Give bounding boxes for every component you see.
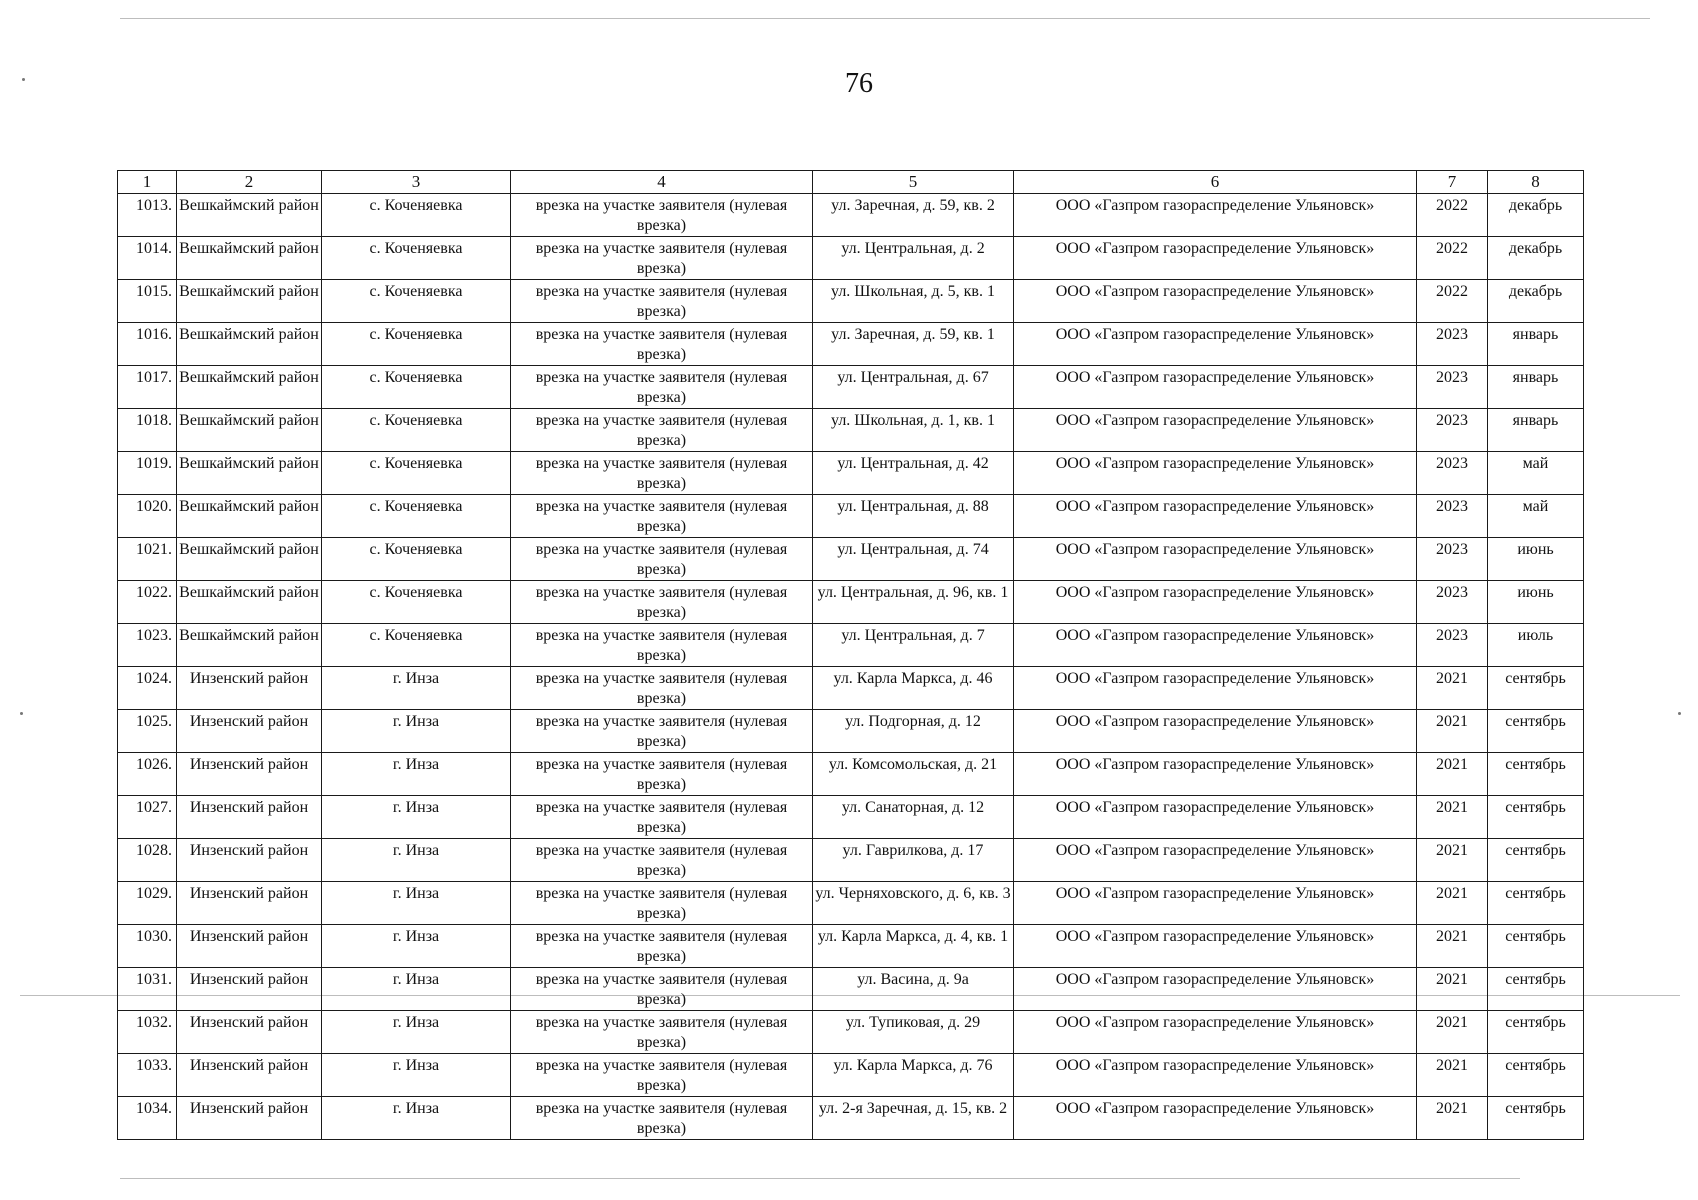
district-cell: Вешкаймский район xyxy=(177,624,322,667)
organization-cell: ООО «Газпром газораспределение Ульяновск» xyxy=(1014,323,1417,366)
settlement-cell: с. Коченяевка xyxy=(322,495,511,538)
table-row xyxy=(118,323,1584,366)
row-number: 1026. xyxy=(118,753,177,796)
address-cell: ул. Заречная, д. 59, кв. 1 xyxy=(813,323,1014,366)
month-cell: май xyxy=(1488,495,1584,538)
table-row xyxy=(118,839,1584,882)
work-type-cell: врезка на участке заявителя (нулевая врезка) xyxy=(511,925,813,968)
column-header: 4 xyxy=(511,171,813,194)
address-cell: ул. Карла Маркса, д. 76 xyxy=(813,1054,1014,1097)
table-row xyxy=(118,968,1584,1011)
year-cell: 2021 xyxy=(1417,667,1488,710)
district-cell: Вешкаймский район xyxy=(177,538,322,581)
row-number: 1014. xyxy=(118,237,177,280)
year-cell: 2021 xyxy=(1417,882,1488,925)
district-cell: Инзенский район xyxy=(177,925,322,968)
table-row xyxy=(118,882,1584,925)
month-cell: сентябрь xyxy=(1488,839,1584,882)
work-type-cell: врезка на участке заявителя (нулевая врезка) xyxy=(511,194,813,237)
district-cell: Вешкаймский район xyxy=(177,194,322,237)
row-number: 1015. xyxy=(118,280,177,323)
table-row xyxy=(118,667,1584,710)
year-cell: 2021 xyxy=(1417,1011,1488,1054)
address-cell: ул. Заречная, д. 59, кв. 2 xyxy=(813,194,1014,237)
row-number: 1030. xyxy=(118,925,177,968)
district-cell: Инзенский район xyxy=(177,1011,322,1054)
settlement-cell: г. Инза xyxy=(322,882,511,925)
column-header: 1 xyxy=(118,171,177,194)
year-cell: 2023 xyxy=(1417,581,1488,624)
work-type-cell: врезка на участке заявителя (нулевая врезка) xyxy=(511,796,813,839)
month-cell: июль xyxy=(1488,624,1584,667)
organization-cell: ООО «Газпром газораспределение Ульяновск» xyxy=(1014,280,1417,323)
work-type-cell: врезка на участке заявителя (нулевая врезка) xyxy=(511,1097,813,1140)
work-type-cell: врезка на участке заявителя (нулевая врезка) xyxy=(511,323,813,366)
row-number: 1032. xyxy=(118,1011,177,1054)
row-number: 1021. xyxy=(118,538,177,581)
district-cell: Вешкаймский район xyxy=(177,409,322,452)
address-cell: ул. Центральная, д. 74 xyxy=(813,538,1014,581)
column-header: 3 xyxy=(322,171,511,194)
district-cell: Вешкаймский район xyxy=(177,323,322,366)
organization-cell: ООО «Газпром газораспределение Ульяновск» xyxy=(1014,1011,1417,1054)
work-type-cell: врезка на участке заявителя (нулевая врезка) xyxy=(511,237,813,280)
year-cell: 2023 xyxy=(1417,624,1488,667)
address-cell: ул. Центральная, д. 2 xyxy=(813,237,1014,280)
row-number: 1034. xyxy=(118,1097,177,1140)
month-cell: сентябрь xyxy=(1488,710,1584,753)
district-cell: Инзенский район xyxy=(177,968,322,1011)
table-row xyxy=(118,538,1584,581)
work-type-cell: врезка на участке заявителя (нулевая врезка) xyxy=(511,710,813,753)
row-number: 1025. xyxy=(118,710,177,753)
column-header: 6 xyxy=(1014,171,1417,194)
address-cell: ул. Центральная, д. 88 xyxy=(813,495,1014,538)
organization-cell: ООО «Газпром газораспределение Ульяновск» xyxy=(1014,538,1417,581)
organization-cell: ООО «Газпром газораспределение Ульяновск» xyxy=(1014,194,1417,237)
year-cell: 2021 xyxy=(1417,1054,1488,1097)
address-cell: ул. Школьная, д. 5, кв. 1 xyxy=(813,280,1014,323)
district-cell: Инзенский район xyxy=(177,1054,322,1097)
year-cell: 2021 xyxy=(1417,710,1488,753)
month-cell: сентябрь xyxy=(1488,968,1584,1011)
row-number: 1027. xyxy=(118,796,177,839)
address-cell: ул. Центральная, д. 67 xyxy=(813,366,1014,409)
address-cell: ул. Карла Маркса, д. 4, кв. 1 xyxy=(813,925,1014,968)
table-row xyxy=(118,1097,1584,1140)
settlement-cell: г. Инза xyxy=(322,1097,511,1140)
row-number: 1024. xyxy=(118,667,177,710)
organization-cell: ООО «Газпром газораспределение Ульяновск» xyxy=(1014,667,1417,710)
table-row xyxy=(118,495,1584,538)
address-cell: ул. Школьная, д. 1, кв. 1 xyxy=(813,409,1014,452)
year-cell: 2023 xyxy=(1417,495,1488,538)
month-cell: сентябрь xyxy=(1488,882,1584,925)
month-cell: декабрь xyxy=(1488,237,1584,280)
month-cell: сентябрь xyxy=(1488,1054,1584,1097)
column-header: 2 xyxy=(177,171,322,194)
table-row xyxy=(118,409,1584,452)
address-cell: ул. 2-я Заречная, д. 15, кв. 2 xyxy=(813,1097,1014,1140)
row-number: 1017. xyxy=(118,366,177,409)
row-number: 1022. xyxy=(118,581,177,624)
work-type-cell: врезка на участке заявителя (нулевая врезка) xyxy=(511,452,813,495)
month-cell: июнь xyxy=(1488,581,1584,624)
organization-cell: ООО «Газпром газораспределение Ульяновск» xyxy=(1014,624,1417,667)
row-number: 1029. xyxy=(118,882,177,925)
district-cell: Вешкаймский район xyxy=(177,495,322,538)
settlement-cell: с. Коченяевка xyxy=(322,237,511,280)
organization-cell: ООО «Газпром газораспределение Ульяновск» xyxy=(1014,1054,1417,1097)
year-cell: 2021 xyxy=(1417,1097,1488,1140)
address-cell: ул. Гаврилкова, д. 17 xyxy=(813,839,1014,882)
row-number: 1020. xyxy=(118,495,177,538)
month-cell: январь xyxy=(1488,366,1584,409)
table-row xyxy=(118,581,1584,624)
organization-cell: ООО «Газпром газораспределение Ульяновск» xyxy=(1014,882,1417,925)
settlement-cell: г. Инза xyxy=(322,710,511,753)
work-type-cell: врезка на участке заявителя (нулевая врезка) xyxy=(511,753,813,796)
year-cell: 2022 xyxy=(1417,194,1488,237)
district-cell: Инзенский район xyxy=(177,839,322,882)
year-cell: 2023 xyxy=(1417,452,1488,495)
year-cell: 2023 xyxy=(1417,323,1488,366)
work-type-cell: врезка на участке заявителя (нулевая врезка) xyxy=(511,366,813,409)
organization-cell: ООО «Газпром газораспределение Ульяновск» xyxy=(1014,968,1417,1011)
data-table xyxy=(117,170,1584,1140)
year-cell: 2021 xyxy=(1417,796,1488,839)
settlement-cell: г. Инза xyxy=(322,1011,511,1054)
settlement-cell: г. Инза xyxy=(322,839,511,882)
settlement-cell: с. Коченяевка xyxy=(322,409,511,452)
settlement-cell: г. Инза xyxy=(322,667,511,710)
scan-artifact-dot xyxy=(22,78,25,81)
column-header: 5 xyxy=(813,171,1014,194)
year-cell: 2023 xyxy=(1417,366,1488,409)
row-number: 1023. xyxy=(118,624,177,667)
table-row xyxy=(118,366,1584,409)
address-cell: ул. Центральная, д. 42 xyxy=(813,452,1014,495)
month-cell: сентябрь xyxy=(1488,753,1584,796)
row-number: 1019. xyxy=(118,452,177,495)
district-cell: Вешкаймский район xyxy=(177,581,322,624)
scan-artifact-line xyxy=(120,1178,1520,1179)
work-type-cell: врезка на участке заявителя (нулевая врезка) xyxy=(511,667,813,710)
district-cell: Инзенский район xyxy=(177,882,322,925)
address-cell: ул. Тупиковая, д. 29 xyxy=(813,1011,1014,1054)
work-type-cell: врезка на участке заявителя (нулевая врезка) xyxy=(511,581,813,624)
address-cell: ул. Карла Маркса, д. 46 xyxy=(813,667,1014,710)
table-row xyxy=(118,925,1584,968)
scan-artifact-line xyxy=(120,18,1650,19)
address-cell: ул. Черняховского, д. 6, кв. 3 xyxy=(813,882,1014,925)
table-row xyxy=(118,280,1584,323)
district-cell: Вешкаймский район xyxy=(177,366,322,409)
district-cell: Инзенский район xyxy=(177,667,322,710)
table-row xyxy=(118,1011,1584,1054)
organization-cell: ООО «Газпром газораспределение Ульяновск» xyxy=(1014,237,1417,280)
year-cell: 2023 xyxy=(1417,409,1488,452)
district-cell: Вешкаймский район xyxy=(177,237,322,280)
scan-artifact-dot xyxy=(1678,712,1681,715)
row-number: 1018. xyxy=(118,409,177,452)
row-number: 1013. xyxy=(118,194,177,237)
address-cell: ул. Васина, д. 9а xyxy=(813,968,1014,1011)
organization-cell: ООО «Газпром газораспределение Ульяновск» xyxy=(1014,710,1417,753)
district-cell: Инзенский район xyxy=(177,710,322,753)
settlement-cell: г. Инза xyxy=(322,753,511,796)
scan-artifact-dot xyxy=(20,712,23,715)
settlement-cell: с. Коченяевка xyxy=(322,194,511,237)
table-row xyxy=(118,710,1584,753)
year-cell: 2021 xyxy=(1417,753,1488,796)
month-cell: сентябрь xyxy=(1488,1011,1584,1054)
settlement-cell: с. Коченяевка xyxy=(322,452,511,495)
year-cell: 2022 xyxy=(1417,280,1488,323)
organization-cell: ООО «Газпром газораспределение Ульяновск» xyxy=(1014,925,1417,968)
settlement-cell: г. Инза xyxy=(322,1054,511,1097)
table-row xyxy=(118,753,1584,796)
organization-cell: ООО «Газпром газораспределение Ульяновск» xyxy=(1014,495,1417,538)
month-cell: июнь xyxy=(1488,538,1584,581)
address-cell: ул. Центральная, д. 7 xyxy=(813,624,1014,667)
district-cell: Вешкаймский район xyxy=(177,280,322,323)
address-cell: ул. Подгорная, д. 12 xyxy=(813,710,1014,753)
settlement-cell: с. Коченяевка xyxy=(322,581,511,624)
address-cell: ул. Комсомольская, д. 21 xyxy=(813,753,1014,796)
month-cell: сентябрь xyxy=(1488,796,1584,839)
work-type-cell: врезка на участке заявителя (нулевая врезка) xyxy=(511,409,813,452)
row-number: 1028. xyxy=(118,839,177,882)
settlement-cell: с. Коченяевка xyxy=(322,624,511,667)
year-cell: 2023 xyxy=(1417,538,1488,581)
address-cell: ул. Центральная, д. 96, кв. 1 xyxy=(813,581,1014,624)
work-type-cell: врезка на участке заявителя (нулевая врезка) xyxy=(511,624,813,667)
work-type-cell: врезка на участке заявителя (нулевая врезка) xyxy=(511,538,813,581)
column-header: 8 xyxy=(1488,171,1584,194)
organization-cell: ООО «Газпром газораспределение Ульяновск» xyxy=(1014,366,1417,409)
column-header: 7 xyxy=(1417,171,1488,194)
work-type-cell: врезка на участке заявителя (нулевая врезка) xyxy=(511,882,813,925)
month-cell: декабрь xyxy=(1488,194,1584,237)
row-number: 1033. xyxy=(118,1054,177,1097)
month-cell: январь xyxy=(1488,323,1584,366)
work-type-cell: врезка на участке заявителя (нулевая врезка) xyxy=(511,280,813,323)
month-cell: январь xyxy=(1488,409,1584,452)
work-type-cell: врезка на участке заявителя (нулевая врезка) xyxy=(511,839,813,882)
table-row xyxy=(118,237,1584,280)
table-header-row xyxy=(118,171,1584,194)
month-cell: сентябрь xyxy=(1488,925,1584,968)
settlement-cell: с. Коченяевка xyxy=(322,366,511,409)
year-cell: 2021 xyxy=(1417,839,1488,882)
table-row xyxy=(118,796,1584,839)
month-cell: сентябрь xyxy=(1488,667,1584,710)
settlement-cell: с. Коченяевка xyxy=(322,538,511,581)
district-cell: Инзенский район xyxy=(177,753,322,796)
work-type-cell: врезка на участке заявителя (нулевая врезка) xyxy=(511,495,813,538)
organization-cell: ООО «Газпром газораспределение Ульяновск» xyxy=(1014,839,1417,882)
row-number: 1031. xyxy=(118,968,177,1011)
settlement-cell: г. Инза xyxy=(322,796,511,839)
table-row xyxy=(118,194,1584,237)
work-type-cell: врезка на участке заявителя (нулевая врезка) xyxy=(511,1011,813,1054)
address-cell: ул. Санаторная, д. 12 xyxy=(813,796,1014,839)
settlement-cell: с. Коченяевка xyxy=(322,323,511,366)
organization-cell: ООО «Газпром газораспределение Ульяновск» xyxy=(1014,409,1417,452)
organization-cell: ООО «Газпром газораспределение Ульяновск» xyxy=(1014,753,1417,796)
month-cell: сентябрь xyxy=(1488,1097,1584,1140)
organization-cell: ООО «Газпром газораспределение Ульяновск» xyxy=(1014,581,1417,624)
settlement-cell: с. Коченяевка xyxy=(322,280,511,323)
organization-cell: ООО «Газпром газораспределение Ульяновск» xyxy=(1014,1097,1417,1140)
year-cell: 2021 xyxy=(1417,968,1488,1011)
district-cell: Инзенский район xyxy=(177,796,322,839)
settlement-cell: г. Инза xyxy=(322,925,511,968)
work-type-cell: врезка на участке заявителя (нулевая врезка) xyxy=(511,968,813,1011)
year-cell: 2021 xyxy=(1417,925,1488,968)
row-number: 1016. xyxy=(118,323,177,366)
month-cell: декабрь xyxy=(1488,280,1584,323)
year-cell: 2022 xyxy=(1417,237,1488,280)
table-row xyxy=(118,452,1584,495)
table-row xyxy=(118,1054,1584,1097)
page-number: 76 xyxy=(845,68,873,99)
table-row xyxy=(118,624,1584,667)
settlement-cell: г. Инза xyxy=(322,968,511,1011)
district-cell: Инзенский район xyxy=(177,1097,322,1140)
district-cell: Вешкаймский район xyxy=(177,452,322,495)
organization-cell: ООО «Газпром газораспределение Ульяновск» xyxy=(1014,452,1417,495)
work-type-cell: врезка на участке заявителя (нулевая врезка) xyxy=(511,1054,813,1097)
organization-cell: ООО «Газпром газораспределение Ульяновск» xyxy=(1014,796,1417,839)
month-cell: май xyxy=(1488,452,1584,495)
